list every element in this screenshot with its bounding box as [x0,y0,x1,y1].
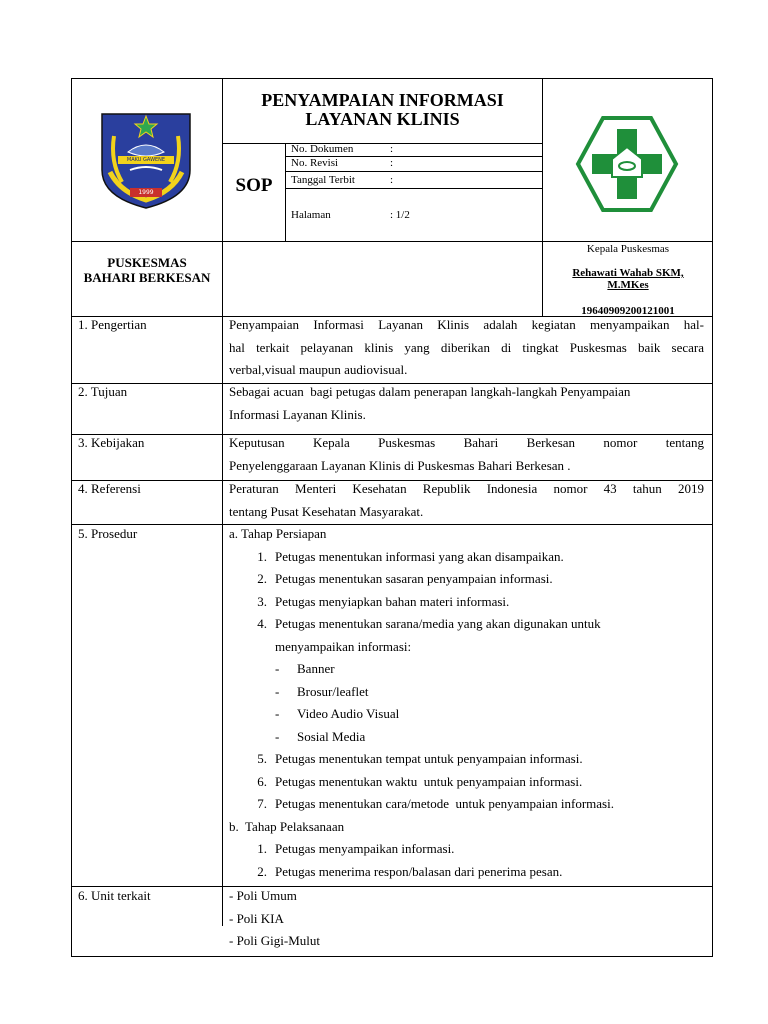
signature-role: Kepala Puskesmas [586,243,670,255]
item-number: 1. [257,548,267,564]
document-title [223,91,542,129]
grid-line [286,188,542,189]
title-line: LAYANAN KLINIS [305,109,460,129]
content-line: Keputusan Kepala Puskesmas Bahari Berkesan nomor tentang [229,435,704,450]
stage-heading: a. Tahap Persiapan [229,526,327,541]
signature-name-line: M.MKes [607,279,649,291]
institution-line: BAHARI BERKESAN [83,270,211,285]
list-item [229,591,704,614]
item-text: menyampaikan informasi: [275,638,412,654]
content-line: Penyampaian Informasi Layanan Klinis adalah kegiatan menyampaikan hal- [229,317,704,332]
row-label-tujuan: 2. Tujuan [78,384,128,399]
emblem-motto: MAKU GAWENE [126,157,166,163]
unit-item: - Poli Gigi-Mulut [229,933,321,948]
doc-field-value: : [390,157,394,169]
content-line: Informasi Layanan Klinis. [229,406,366,422]
item-number [229,636,275,659]
grid-line [222,143,542,144]
item-text: Petugas menentukan sarana/media yang akan digunakan untuk [275,616,601,631]
list-item [229,861,704,884]
emblem-year: 1999 [138,189,154,196]
item-number: 5. [257,751,267,766]
item-dash: - [275,683,280,699]
doc-field-value: : [390,174,394,186]
row-label-unit: 6. Unit terkait [78,888,151,903]
row-label-referensi: 4. Referensi [78,481,141,496]
item-number: 2. [257,863,267,879]
sop-label: SOP [235,175,273,196]
item-dash: - [275,728,280,744]
content-line: Penyelenggaraan Layanan Klinis di Puskesmas Bahari Berkesan . [229,457,571,473]
signature-name [543,267,713,291]
list-item [229,636,704,659]
doc-field-label: Halaman [291,209,331,221]
row-label-kebijakan: 3. Kebijakan [78,435,145,450]
item-number: 1. [257,841,267,856]
media-item [229,703,704,726]
media-item [229,681,704,704]
item-text: Banner [297,661,335,676]
item-number: 3. [257,593,267,609]
row-content-tujuan [229,381,704,426]
item-text: Petugas menentukan tempat untuk penyampaian informasi. [275,751,583,766]
content-line: Sebagai acuan bagi petugas dalam penerapan langkah-langkah Penyampaian [229,384,631,399]
item-text: Petugas menentukan cara/metode untuk penyampaian informasi. [275,796,614,811]
title-line: PENYAMPAIAN INFORMASI [261,90,504,110]
content-line: hal terkait pelayanan klinis yang diberikan di tingkat Puskesmas baik secara [229,339,704,355]
list-item [229,546,704,569]
list-item [229,838,704,861]
institution-name [72,255,222,285]
item-text: Sosial Media [297,728,366,744]
grid-line [285,143,286,242]
row-content-unit [229,885,704,953]
grid-line [222,78,223,926]
item-dash: - [275,661,280,676]
item-text: Petugas menentukan informasi yang akan disampaikan. [275,548,564,564]
item-text: Petugas menyampaikan informasi. [275,841,455,856]
stage-heading: b. Tahap Pelaksanaan [229,818,345,834]
item-text: Petugas menentukan sasaran penyampaian informasi. [275,571,553,586]
item-text: Petugas menerima respon/balasan dari penerima pesan. [275,863,563,879]
list-item [229,568,704,591]
signature-id: 19640909200121001 [581,305,675,317]
list-item [229,748,704,771]
institution-line: PUSKESMAS [107,255,187,270]
row-label-pengertian: 1. Pengertian [78,317,147,332]
content-line: Peraturan Menteri Kesehatan Republik Indonesia nomor 43 tahun 2019 [229,481,704,496]
grid-line [286,171,542,172]
unit-item: - Poli KIA [229,910,284,926]
doc-field-value: : 1/2 [390,209,410,221]
item-number: 6. [257,773,267,789]
item-text: Brosur/leaflet [297,683,369,699]
row-content-pengertian [229,314,704,382]
doc-field-label: No. Dokumen [291,143,354,155]
item-text: Video Audio Visual [297,706,400,721]
regional-emblem-logo [100,112,192,210]
row-content-kebijakan [229,432,704,477]
content-line: verbal,visual maupun audiovisual. [229,362,408,377]
item-dash: - [275,706,280,721]
media-item [229,726,704,749]
doc-field-label: No. Revisi [291,157,339,169]
item-text: Petugas menentukan waktu untuk penyampaian informasi. [275,773,583,789]
unit-item: - Poli Umum [229,888,297,903]
row-label-prosedur: 5. Prosedur [78,526,138,541]
doc-field-value: : [390,143,394,155]
row-content-referensi [229,478,704,523]
content-line: tentang Pusat Kesehatan Masyarakat. [229,503,424,519]
doc-field-label: Tanggal Terbit [291,174,355,186]
item-number: 4. [257,616,267,631]
list-item [229,613,704,636]
item-number: 7. [257,796,267,811]
puskesmas-logo [572,113,682,215]
list-item [229,771,704,794]
signature-name-line: Rehawati Wahab SKM, [572,267,684,279]
list-item [229,793,704,816]
signature-block [543,242,713,317]
row-content-prosedur [229,523,704,883]
media-item [229,658,704,681]
item-text: Petugas menyiapkan bahan materi informasi. [275,593,510,609]
item-number: 2. [257,571,267,586]
